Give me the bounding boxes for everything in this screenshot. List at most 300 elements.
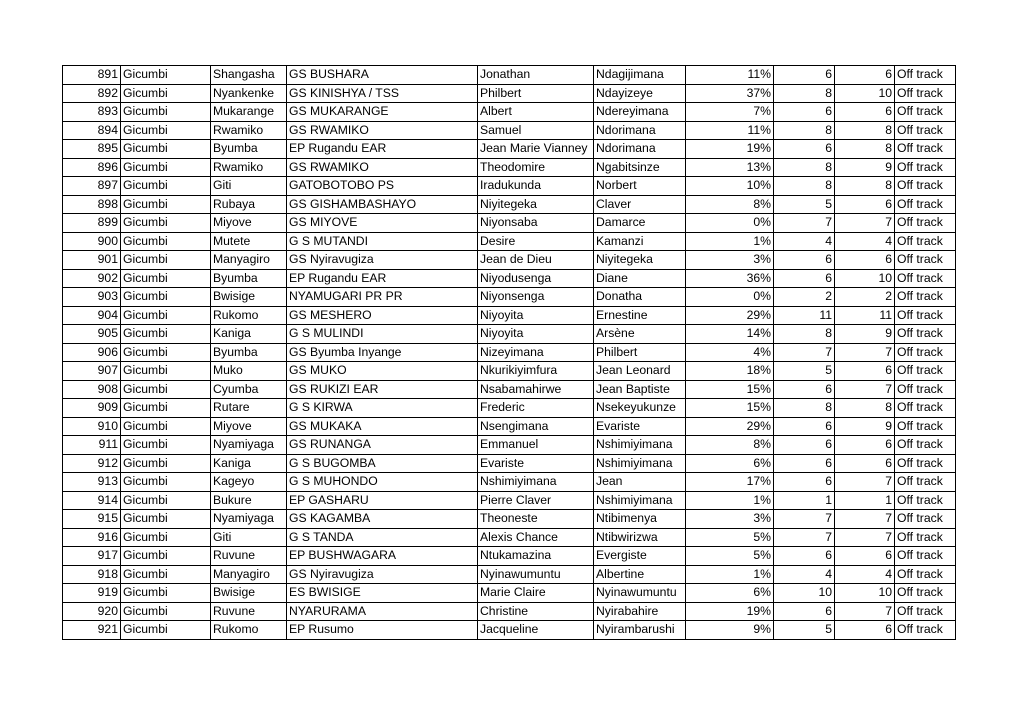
count-b-cell: 2 <box>835 288 895 307</box>
sector-cell: Rubaya <box>211 195 287 214</box>
percentage-cell: 29% <box>686 417 774 436</box>
count-a-cell: 1 <box>774 491 835 510</box>
first-name-cell: Emmanuel <box>478 436 594 455</box>
row-number-cell: 891 <box>63 66 121 85</box>
first-name-cell: Pierre Claver <box>478 491 594 510</box>
table-row <box>63 547 956 566</box>
first-name-cell: Jean de Dieu <box>478 251 594 270</box>
sector-cell: Muko <box>211 362 287 381</box>
status-cell: Off track <box>895 621 956 640</box>
status-cell: Off track <box>895 158 956 177</box>
status-cell: Off track <box>895 232 956 251</box>
first-name-cell: Niyitegeka <box>478 195 594 214</box>
table-row <box>63 380 956 399</box>
district-cell: Gicumbi <box>121 380 211 399</box>
row-number-cell: 905 <box>63 325 121 344</box>
first-name-cell: Niyoyita <box>478 306 594 325</box>
district-cell: Gicumbi <box>121 473 211 492</box>
last-name-cell: Ndayizeye <box>594 84 686 103</box>
first-name-cell: Jacqueline <box>478 621 594 640</box>
status-cell: Off track <box>895 325 956 344</box>
district-cell: Gicumbi <box>121 177 211 196</box>
district-cell: Gicumbi <box>121 232 211 251</box>
count-b-cell: 4 <box>835 232 895 251</box>
count-a-cell: 6 <box>774 473 835 492</box>
last-name-cell: Albertine <box>594 565 686 584</box>
status-cell: Off track <box>895 436 956 455</box>
percentage-cell: 3% <box>686 510 774 529</box>
status-cell: Off track <box>895 380 956 399</box>
last-name-cell: Norbert <box>594 177 686 196</box>
first-name-cell: Jonathan <box>478 66 594 85</box>
sector-cell: Kaniga <box>211 325 287 344</box>
status-cell: Off track <box>895 140 956 159</box>
row-number-cell: 892 <box>63 84 121 103</box>
percentage-cell: 6% <box>686 454 774 473</box>
percentage-cell: 0% <box>686 214 774 233</box>
school-cell: GS MUKAKA <box>287 417 478 436</box>
row-number-cell: 915 <box>63 510 121 529</box>
row-number-cell: 917 <box>63 547 121 566</box>
status-cell: Off track <box>895 84 956 103</box>
sector-cell: Byumba <box>211 140 287 159</box>
table-row <box>63 288 956 307</box>
row-number-cell: 902 <box>63 269 121 288</box>
last-name-cell: Ntibimenya <box>594 510 686 529</box>
count-b-cell: 6 <box>835 103 895 122</box>
status-cell: Off track <box>895 103 956 122</box>
status-cell: Off track <box>895 214 956 233</box>
percentage-cell: 5% <box>686 528 774 547</box>
first-name-cell: Frederic <box>478 399 594 418</box>
table-row <box>63 362 956 381</box>
count-a-cell: 6 <box>774 269 835 288</box>
first-name-cell: Marie Claire <box>478 584 594 603</box>
count-a-cell: 7 <box>774 528 835 547</box>
count-b-cell: 8 <box>835 399 895 418</box>
last-name-cell: Jean <box>594 473 686 492</box>
sector-cell: Bwisige <box>211 584 287 603</box>
row-number-cell: 911 <box>63 436 121 455</box>
count-a-cell: 6 <box>774 436 835 455</box>
sector-cell: Bwisige <box>211 288 287 307</box>
sector-cell: Giti <box>211 528 287 547</box>
sector-cell: Rukomo <box>211 306 287 325</box>
sector-cell: Mukarange <box>211 103 287 122</box>
status-cell: Off track <box>895 288 956 307</box>
last-name-cell: Donatha <box>594 288 686 307</box>
count-a-cell: 7 <box>774 214 835 233</box>
count-b-cell: 10 <box>835 84 895 103</box>
count-b-cell: 9 <box>835 158 895 177</box>
count-a-cell: 6 <box>774 103 835 122</box>
table-row <box>63 195 956 214</box>
district-cell: Gicumbi <box>121 436 211 455</box>
status-cell: Off track <box>895 269 956 288</box>
district-cell: Gicumbi <box>121 288 211 307</box>
school-cell: GS KINISHYA / TSS <box>287 84 478 103</box>
first-name-cell: Jean Marie Vianney <box>478 140 594 159</box>
status-cell: Off track <box>895 565 956 584</box>
percentage-cell: 9% <box>686 621 774 640</box>
sector-cell: Nyamiyaga <box>211 510 287 529</box>
percentage-cell: 3% <box>686 251 774 270</box>
district-cell: Gicumbi <box>121 66 211 85</box>
district-cell: Gicumbi <box>121 362 211 381</box>
percentage-cell: 29% <box>686 306 774 325</box>
school-cell: GS RWAMIKO <box>287 158 478 177</box>
status-cell: Off track <box>895 510 956 529</box>
row-number-cell: 914 <box>63 491 121 510</box>
count-a-cell: 6 <box>774 417 835 436</box>
district-cell: Gicumbi <box>121 584 211 603</box>
district-cell: Gicumbi <box>121 214 211 233</box>
count-b-cell: 8 <box>835 140 895 159</box>
district-cell: Gicumbi <box>121 510 211 529</box>
percentage-cell: 11% <box>686 121 774 140</box>
sector-cell: Rukomo <box>211 621 287 640</box>
row-number-cell: 912 <box>63 454 121 473</box>
school-cell: GS Nyiravugiza <box>287 251 478 270</box>
district-cell: Gicumbi <box>121 269 211 288</box>
school-cell: GS Nyiravugiza <box>287 565 478 584</box>
district-cell: Gicumbi <box>121 399 211 418</box>
sector-cell: Kageyo <box>211 473 287 492</box>
first-name-cell: Evariste <box>478 454 594 473</box>
district-cell: Gicumbi <box>121 251 211 270</box>
last-name-cell: Jean Leonard <box>594 362 686 381</box>
count-a-cell: 5 <box>774 362 835 381</box>
row-number-cell: 916 <box>63 528 121 547</box>
first-name-cell: Nyinawumuntu <box>478 565 594 584</box>
table-row <box>63 343 956 362</box>
row-number-cell: 919 <box>63 584 121 603</box>
last-name-cell: Damarce <box>594 214 686 233</box>
row-number-cell: 921 <box>63 621 121 640</box>
count-b-cell: 7 <box>835 380 895 399</box>
row-number-cell: 903 <box>63 288 121 307</box>
count-a-cell: 8 <box>774 84 835 103</box>
table-row <box>63 66 956 85</box>
percentage-cell: 36% <box>686 269 774 288</box>
sector-cell: Byumba <box>211 269 287 288</box>
percentage-cell: 15% <box>686 399 774 418</box>
school-cell: NYARURAMA <box>287 602 478 621</box>
school-cell: GS GISHAMBASHAYO <box>287 195 478 214</box>
table-row <box>63 621 956 640</box>
count-b-cell: 6 <box>835 362 895 381</box>
table-row <box>63 84 956 103</box>
count-a-cell: 2 <box>774 288 835 307</box>
school-cell: EP BUSHWAGARA <box>287 547 478 566</box>
school-cell: NYAMUGARI PR PR <box>287 288 478 307</box>
school-cell: EP Rugandu EAR <box>287 269 478 288</box>
count-b-cell: 7 <box>835 602 895 621</box>
table-row <box>63 177 956 196</box>
last-name-cell: Nyirambarushi <box>594 621 686 640</box>
table-row <box>63 325 956 344</box>
count-a-cell: 5 <box>774 195 835 214</box>
status-cell: Off track <box>895 66 956 85</box>
percentage-cell: 19% <box>686 140 774 159</box>
school-cell: EP Rusumo <box>287 621 478 640</box>
district-cell: Gicumbi <box>121 103 211 122</box>
sector-cell: Nyankenke <box>211 84 287 103</box>
count-b-cell: 4 <box>835 565 895 584</box>
count-a-cell: 6 <box>774 380 835 399</box>
percentage-cell: 17% <box>686 473 774 492</box>
count-b-cell: 6 <box>835 547 895 566</box>
first-name-cell: Nsengimana <box>478 417 594 436</box>
first-name-cell: Nshimiyimana <box>478 473 594 492</box>
school-cell: G S MUTANDI <box>287 232 478 251</box>
status-cell: Off track <box>895 417 956 436</box>
last-name-cell: Nyinawumuntu <box>594 584 686 603</box>
sector-cell: Byumba <box>211 343 287 362</box>
last-name-cell: Nyirabahire <box>594 602 686 621</box>
school-cell: EP Rugandu EAR <box>287 140 478 159</box>
first-name-cell: Niyodusenga <box>478 269 594 288</box>
percentage-cell: 6% <box>686 584 774 603</box>
school-cell: GS RUKIZI EAR <box>287 380 478 399</box>
table-row <box>63 251 956 270</box>
last-name-cell: Ntibwirizwa <box>594 528 686 547</box>
status-cell: Off track <box>895 399 956 418</box>
percentage-cell: 7% <box>686 103 774 122</box>
school-cell: GS RWAMIKO <box>287 121 478 140</box>
school-cell: GS MESHERO <box>287 306 478 325</box>
percentage-cell: 18% <box>686 362 774 381</box>
first-name-cell: Albert <box>478 103 594 122</box>
table-row <box>63 454 956 473</box>
status-cell: Off track <box>895 547 956 566</box>
count-b-cell: 7 <box>835 214 895 233</box>
status-cell: Off track <box>895 251 956 270</box>
last-name-cell: Jean Baptiste <box>594 380 686 399</box>
row-number-cell: 897 <box>63 177 121 196</box>
row-number-cell: 906 <box>63 343 121 362</box>
row-number-cell: 900 <box>63 232 121 251</box>
first-name-cell: Samuel <box>478 121 594 140</box>
district-cell: Gicumbi <box>121 528 211 547</box>
school-cell: G S KIRWA <box>287 399 478 418</box>
last-name-cell: Nshimiyimana <box>594 454 686 473</box>
count-a-cell: 6 <box>774 66 835 85</box>
table-row <box>63 436 956 455</box>
sector-cell: Nyamiyaga <box>211 436 287 455</box>
school-cell: GS Byumba Inyange <box>287 343 478 362</box>
sector-cell: Mutete <box>211 232 287 251</box>
percentage-cell: 8% <box>686 195 774 214</box>
first-name-cell: Niyonsaba <box>478 214 594 233</box>
count-a-cell: 6 <box>774 602 835 621</box>
school-cell: G S MULINDI <box>287 325 478 344</box>
district-cell: Gicumbi <box>121 621 211 640</box>
last-name-cell: Kamanzi <box>594 232 686 251</box>
last-name-cell: Ndereyimana <box>594 103 686 122</box>
school-cell: G S MUHONDO <box>287 473 478 492</box>
count-b-cell: 9 <box>835 417 895 436</box>
last-name-cell: Ndorimana <box>594 121 686 140</box>
district-cell: Gicumbi <box>121 547 211 566</box>
first-name-cell: Alexis Chance <box>478 528 594 547</box>
last-name-cell: Ngabitsinze <box>594 158 686 177</box>
status-cell: Off track <box>895 491 956 510</box>
sector-cell: Cyumba <box>211 380 287 399</box>
row-number-cell: 896 <box>63 158 121 177</box>
status-cell: Off track <box>895 528 956 547</box>
first-name-cell: Nsabamahirwe <box>478 380 594 399</box>
first-name-cell: Christine <box>478 602 594 621</box>
district-cell: Gicumbi <box>121 195 211 214</box>
percentage-cell: 1% <box>686 565 774 584</box>
sector-cell: Manyagiro <box>211 251 287 270</box>
district-cell: Gicumbi <box>121 417 211 436</box>
records-table <box>62 65 956 640</box>
percentage-cell: 19% <box>686 602 774 621</box>
last-name-cell: Evergiste <box>594 547 686 566</box>
row-number-cell: 910 <box>63 417 121 436</box>
row-number-cell: 898 <box>63 195 121 214</box>
count-a-cell: 4 <box>774 232 835 251</box>
row-number-cell: 895 <box>63 140 121 159</box>
school-cell: EP GASHARU <box>287 491 478 510</box>
last-name-cell: Nsekeyukunze <box>594 399 686 418</box>
count-a-cell: 6 <box>774 140 835 159</box>
table-row <box>63 491 956 510</box>
table-row <box>63 306 956 325</box>
district-cell: Gicumbi <box>121 121 211 140</box>
table-row <box>63 121 956 140</box>
count-a-cell: 8 <box>774 325 835 344</box>
sector-cell: Ruvune <box>211 602 287 621</box>
sector-cell: Miyove <box>211 214 287 233</box>
sector-cell: Manyagiro <box>211 565 287 584</box>
percentage-cell: 0% <box>686 288 774 307</box>
percentage-cell: 11% <box>686 66 774 85</box>
status-cell: Off track <box>895 343 956 362</box>
table-row <box>63 510 956 529</box>
school-cell: GS MIYOVE <box>287 214 478 233</box>
row-number-cell: 907 <box>63 362 121 381</box>
row-number-cell: 894 <box>63 121 121 140</box>
last-name-cell: Philbert <box>594 343 686 362</box>
percentage-cell: 37% <box>686 84 774 103</box>
status-cell: Off track <box>895 195 956 214</box>
row-number-cell: 920 <box>63 602 121 621</box>
count-a-cell: 11 <box>774 306 835 325</box>
table-row <box>63 584 956 603</box>
sector-cell: Rwamiko <box>211 158 287 177</box>
table-row <box>63 269 956 288</box>
count-a-cell: 6 <box>774 547 835 566</box>
first-name-cell: Desire <box>478 232 594 251</box>
count-a-cell: 6 <box>774 251 835 270</box>
count-a-cell: 7 <box>774 343 835 362</box>
row-number-cell: 908 <box>63 380 121 399</box>
count-a-cell: 10 <box>774 584 835 603</box>
first-name-cell: Philbert <box>478 84 594 103</box>
district-cell: Gicumbi <box>121 84 211 103</box>
table-row <box>63 565 956 584</box>
table-row <box>63 528 956 547</box>
table-row <box>63 214 956 233</box>
last-name-cell: Diane <box>594 269 686 288</box>
count-b-cell: 6 <box>835 251 895 270</box>
school-cell: GS KAGAMBA <box>287 510 478 529</box>
status-cell: Off track <box>895 454 956 473</box>
school-cell: G S BUGOMBA <box>287 454 478 473</box>
sector-cell: Giti <box>211 177 287 196</box>
last-name-cell: Evariste <box>594 417 686 436</box>
row-number-cell: 901 <box>63 251 121 270</box>
count-b-cell: 10 <box>835 584 895 603</box>
percentage-cell: 15% <box>686 380 774 399</box>
school-cell: GS MUKARANGE <box>287 103 478 122</box>
school-cell: GS BUSHARA <box>287 66 478 85</box>
count-b-cell: 8 <box>835 121 895 140</box>
school-cell: GS MUKO <box>287 362 478 381</box>
count-b-cell: 7 <box>835 510 895 529</box>
sector-cell: Rutare <box>211 399 287 418</box>
first-name-cell: Niyonsenga <box>478 288 594 307</box>
table-row <box>63 232 956 251</box>
last-name-cell: Arsène <box>594 325 686 344</box>
last-name-cell: Claver <box>594 195 686 214</box>
sector-cell: Miyove <box>211 417 287 436</box>
row-number-cell: 893 <box>63 103 121 122</box>
count-a-cell: 6 <box>774 454 835 473</box>
district-cell: Gicumbi <box>121 158 211 177</box>
sector-cell: Rwamiko <box>211 121 287 140</box>
first-name-cell: Niyoyita <box>478 325 594 344</box>
percentage-cell: 14% <box>686 325 774 344</box>
sector-cell: Ruvune <box>211 547 287 566</box>
count-a-cell: 8 <box>774 177 835 196</box>
sector-cell: Shangasha <box>211 66 287 85</box>
district-cell: Gicumbi <box>121 602 211 621</box>
count-b-cell: 6 <box>835 454 895 473</box>
percentage-cell: 1% <box>686 232 774 251</box>
count-b-cell: 11 <box>835 306 895 325</box>
last-name-cell: Ndagijimana <box>594 66 686 85</box>
count-b-cell: 10 <box>835 269 895 288</box>
count-a-cell: 7 <box>774 510 835 529</box>
count-a-cell: 8 <box>774 399 835 418</box>
count-a-cell: 5 <box>774 621 835 640</box>
percentage-cell: 5% <box>686 547 774 566</box>
count-b-cell: 7 <box>835 473 895 492</box>
district-cell: Gicumbi <box>121 454 211 473</box>
first-name-cell: Theoneste <box>478 510 594 529</box>
district-cell: Gicumbi <box>121 343 211 362</box>
row-number-cell: 899 <box>63 214 121 233</box>
last-name-cell: Ernestine <box>594 306 686 325</box>
table-row <box>63 158 956 177</box>
percentage-cell: 4% <box>686 343 774 362</box>
district-cell: Gicumbi <box>121 491 211 510</box>
count-b-cell: 6 <box>835 621 895 640</box>
district-cell: Gicumbi <box>121 325 211 344</box>
first-name-cell: Ntukamazina <box>478 547 594 566</box>
school-cell: G S TANDA <box>287 528 478 547</box>
last-name-cell: Nshimiyimana <box>594 436 686 455</box>
row-number-cell: 918 <box>63 565 121 584</box>
school-cell: GATOBOTOBO PS <box>287 177 478 196</box>
district-cell: Gicumbi <box>121 306 211 325</box>
count-b-cell: 8 <box>835 177 895 196</box>
first-name-cell: Theodomire <box>478 158 594 177</box>
